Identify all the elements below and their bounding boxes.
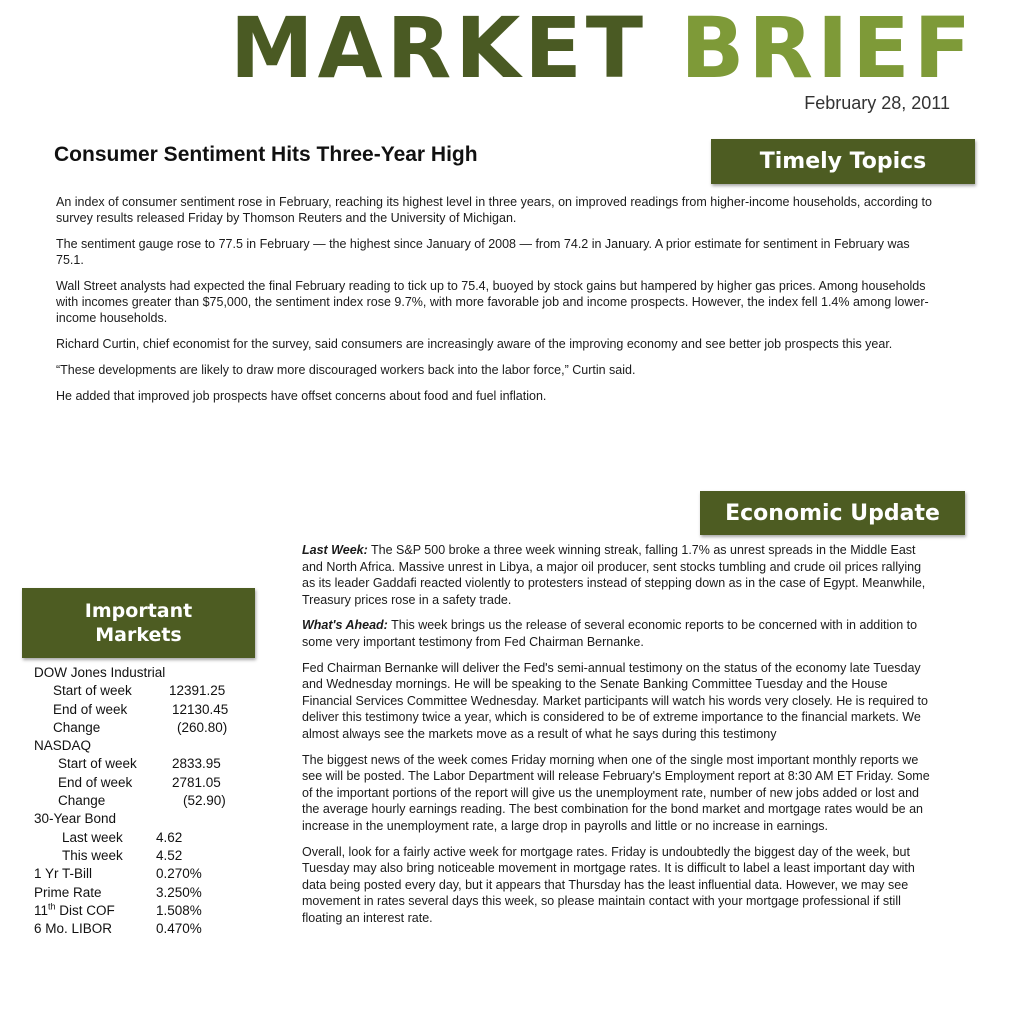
dow-heading bbox=[34, 664, 254, 682]
cof-row bbox=[34, 902, 254, 920]
article-paragraph: “These developments are likely to draw more discouraged workers back into the labor force,” Curtin said. bbox=[56, 363, 636, 377]
timely-topics-banner: Timely Topics bbox=[711, 139, 975, 184]
whats-ahead-paragraph bbox=[302, 617, 932, 650]
nasdaq-start-value: 2833.95 bbox=[172, 756, 221, 772]
prime-value: 3.250% bbox=[156, 884, 202, 900]
nasdaq-end-value: 2781.05 bbox=[172, 774, 221, 790]
whats-ahead-label: What's Ahead: bbox=[302, 618, 388, 633]
important-markets-line1: Important bbox=[84, 600, 193, 622]
bond-this-label: This week bbox=[62, 847, 123, 863]
nasdaq-start-label: Start of week bbox=[58, 756, 137, 772]
outlook-paragraph: Overall, look for a fairly active week for mortgage rates. Friday is undoubtedly the biggest day of the week, but Tuesday may also bring noticeable movement in mortgage rates. It is difficult to label a least important day with data being posted every day, but it appears that Thursday has the least influential data. However, we may see movement in rates several days this week, so please maintain contact with your mortgage professional if still floating an interest rate. bbox=[302, 844, 915, 925]
bond-heading bbox=[34, 810, 254, 828]
tbill-value: 0.270% bbox=[156, 866, 202, 882]
dow-end-value: 12130.45 bbox=[172, 701, 229, 717]
economic-update-banner: Economic Update bbox=[700, 491, 965, 535]
last-week-paragraph bbox=[302, 542, 932, 608]
nasdaq-end-label: End of week bbox=[58, 774, 133, 790]
nasdaq-start-row bbox=[34, 755, 254, 773]
last-week-label: Last Week: bbox=[302, 543, 368, 557]
cof-label-suffix: th bbox=[48, 901, 56, 912]
important-markets-banner bbox=[22, 588, 255, 658]
article-paragraph: Richard Curtin, chief economist for the survey, said consumers are increasingly aware of the improving economy and see better job prospects this year. bbox=[56, 337, 893, 351]
masthead-title bbox=[230, 0, 976, 97]
nasdaq-end-row bbox=[34, 774, 254, 792]
nasdaq-change-row bbox=[34, 792, 254, 810]
masthead-word-brief: BRIEF bbox=[680, 0, 976, 97]
dow-change-row bbox=[34, 719, 254, 737]
libor-label: 6 Mo. LIBOR bbox=[34, 921, 113, 937]
dow-end-label: End of week bbox=[53, 701, 128, 717]
dow-end-row bbox=[34, 701, 254, 719]
article-headline: Consumer Sentiment Hits Three-Year High bbox=[54, 143, 478, 166]
dow-name: DOW Jones Industrial bbox=[34, 665, 166, 680]
tbill-row bbox=[34, 865, 254, 883]
important-markets-table bbox=[34, 664, 254, 938]
prime-row bbox=[34, 884, 254, 902]
whats-ahead-text: This week brings us the release of several economic reports to be concerned with in addition to some very important testimony from Fed Chairman Bernanke. bbox=[302, 618, 918, 649]
article-paragraph: Wall Street analysts had expected the final February reading to tick up to 75.4, buoyed by stock gains but hampered by higher gas prices. Among households with incomes greater than $75,000, the sentiment index rose 9.7%, with more favorable job and income prospects. However, the index fell 1.4% among lower-income households. bbox=[56, 279, 929, 325]
employment-paragraph: The biggest news of the week comes Friday morning when one of the single most important monthly reports we see will be posted. The Labor Department will release February's Employment report at 8:30 AM ET Friday. Some of the important portions of the report will give us the unemployment rate, number of new jobs added or lost and the average hourly earnings reading. The best combination for the bond market and mortgage rates would be an increase in the unemployment rate, a large drop in payrolls and little or no increase in earnings. bbox=[302, 752, 930, 833]
bond-last-row bbox=[34, 829, 254, 847]
issue-date: February 28, 2011 bbox=[804, 93, 950, 113]
nasdaq-change-label: Change bbox=[58, 793, 106, 809]
cof-value: 1.508% bbox=[156, 902, 202, 918]
economic-update-body bbox=[302, 542, 932, 935]
dow-start-row bbox=[34, 682, 254, 700]
nasdaq-name: NASDAQ bbox=[34, 738, 92, 754]
article-paragraph: He added that improved job prospects have offset concerns about food and fuel inflation. bbox=[56, 389, 547, 403]
article-paragraph: The sentiment gauge rose to 77.5 in February — the highest since January of 2008 — from 74.2 in January. A prior estimate for sentiment in February was 75.1. bbox=[56, 237, 910, 267]
dow-start-value: 12391.25 bbox=[169, 683, 226, 699]
dow-start-label: Start of week bbox=[53, 683, 132, 699]
tbill-label: 1 Yr T-Bill bbox=[34, 866, 93, 882]
bond-last-label: Last week bbox=[62, 829, 123, 845]
libor-value: 0.470% bbox=[156, 921, 202, 937]
bond-this-row bbox=[34, 847, 254, 865]
nasdaq-heading bbox=[34, 737, 254, 755]
bernanke-paragraph: Fed Chairman Bernanke will deliver the Fed's semi-annual testimony on the status of the economy late Tuesday and Wednesday mornings. He will be speaking to the Senate Banking Committee Tuesday and the House Financial Services Committee Wednesday. Market participants will watch his words very closely. He is required to deliver this testimony twice a year, which is considered to be of extreme importance to the financial markets. We almost always see the markets move as a result of what he says during this testimony bbox=[302, 660, 928, 741]
bond-name: 30-Year Bond bbox=[34, 811, 117, 827]
last-week-text: The S&P 500 broke a three week winning streak, falling 1.7% as unrest spreads in the Middle East and North Africa. Massive unrest in Libya, a major oil producer, sent stocks tumbling and crude oil prices rallying as its leader Gaddafi reacted violently to protesters instead of stepping down as in the case of Egypt. Meanwhile, Treasury prices rose in a safety trade. bbox=[302, 543, 926, 607]
dow-change-value: (260.80) bbox=[177, 719, 228, 735]
masthead-word-market: MARKET bbox=[230, 0, 648, 97]
prime-label: Prime Rate bbox=[34, 884, 102, 900]
article-body bbox=[56, 194, 936, 414]
libor-row bbox=[34, 920, 254, 938]
cof-label bbox=[34, 902, 115, 920]
bond-last-value: 4.62 bbox=[156, 829, 183, 845]
bond-this-value: 4.52 bbox=[156, 847, 183, 863]
cof-label-text: Dist COF bbox=[55, 902, 115, 918]
cof-label-number: 11 bbox=[34, 902, 49, 918]
dow-change-label: Change bbox=[53, 719, 101, 735]
nasdaq-change-value: (52.90) bbox=[183, 793, 226, 809]
important-markets-line2: Markets bbox=[95, 624, 182, 646]
article-paragraph: An index of consumer sentiment rose in February, reaching its highest level in three years, on improved readings from higher-income households, according to survey results released Friday by Thomson Reuters and the University of Michigan. bbox=[56, 195, 932, 225]
